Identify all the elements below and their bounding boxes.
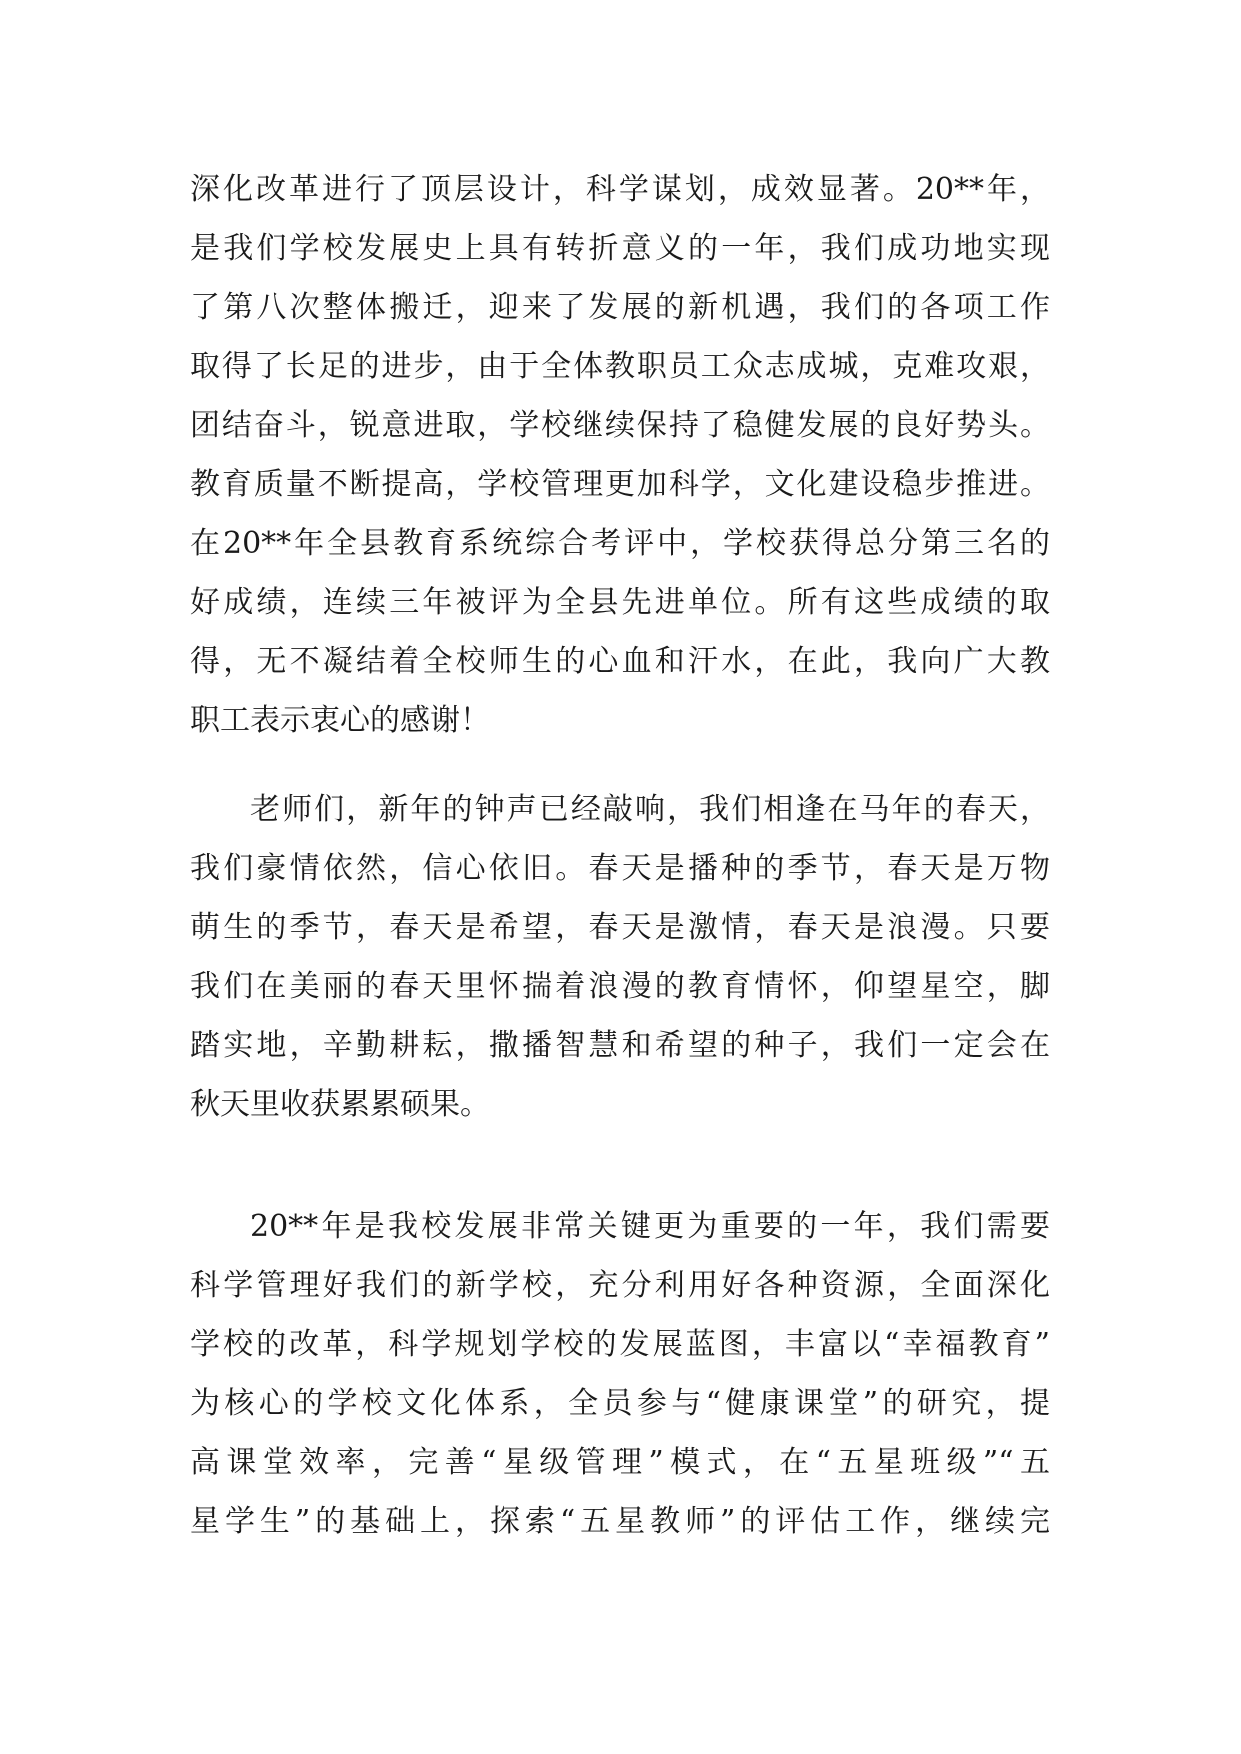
text-line: 是我们学校发展史上具有转折意义的一年，我们成功地实现 [190,231,1050,266]
paragraph-achievements [190,160,1050,750]
text-line: 职工表示衷心的感谢！ [190,703,490,738]
paragraph-spring [190,780,1050,1134]
text-line: 深化改革进行了顶层设计，科学谋划，成效显著。20**年， [190,172,1050,207]
text-line: 在20**年全县教育系统综合考评中，学校获得总分第三名的 [190,526,1050,561]
text-line: 了第八次整体搬迁，迎来了发展的新机遇，我们的各项工作 [190,290,1050,325]
text-line: 为核心的学校文化体系，全员参与“健康课堂”的研究，提 [190,1386,1050,1421]
text-line: 老师们，新年的钟声已经敲响，我们相逢在马年的春天， [250,792,1050,827]
text-line: 萌生的季节，春天是希望，春天是激情，春天是浪漫。只要 [190,910,1050,945]
text-line: 得，无不凝结着全校师生的心血和汗水，在此，我向广大教 [190,644,1050,679]
text-line: 星学生”的基础上，探索“五星教师”的评估工作，继续完 [190,1504,1050,1539]
text-line: 取得了长足的进步，由于全体教职员工众志成城，克难攻艰， [190,349,1050,384]
text-line: 我们豪情依然，信心依旧。春天是播种的季节，春天是万物 [190,851,1050,886]
text-line: 20**年是我校发展非常关键更为重要的一年，我们需要 [250,1209,1050,1244]
text-line: 我们在美丽的春天里怀揣着浪漫的教育情怀，仰望星空，脚 [190,969,1050,1004]
text-line: 学校的改革，科学规划学校的发展蓝图，丰富以“幸福教育” [190,1327,1050,1362]
text-line: 踏实地，辛勤耕耘，撒播智慧和希望的种子，我们一定会在 [190,1028,1050,1063]
paragraph-key-year [190,1197,1050,1551]
text-line: 好成绩，连续三年被评为全县先进单位。所有这些成绩的取 [190,585,1050,620]
text-line: 高课堂效率，完善“星级管理”模式，在“五星班级”“五 [190,1445,1050,1480]
text-line: 科学管理好我们的新学校，充分利用好各种资源，全面深化 [190,1268,1050,1303]
text-line: 教育质量不断提高，学校管理更加科学，文化建设稳步推进。 [190,467,1050,502]
text-line: 团结奋斗，锐意进取，学校继续保持了稳健发展的良好势头。 [190,408,1050,443]
text-line: 秋天里收获累累硕果。 [190,1087,490,1122]
